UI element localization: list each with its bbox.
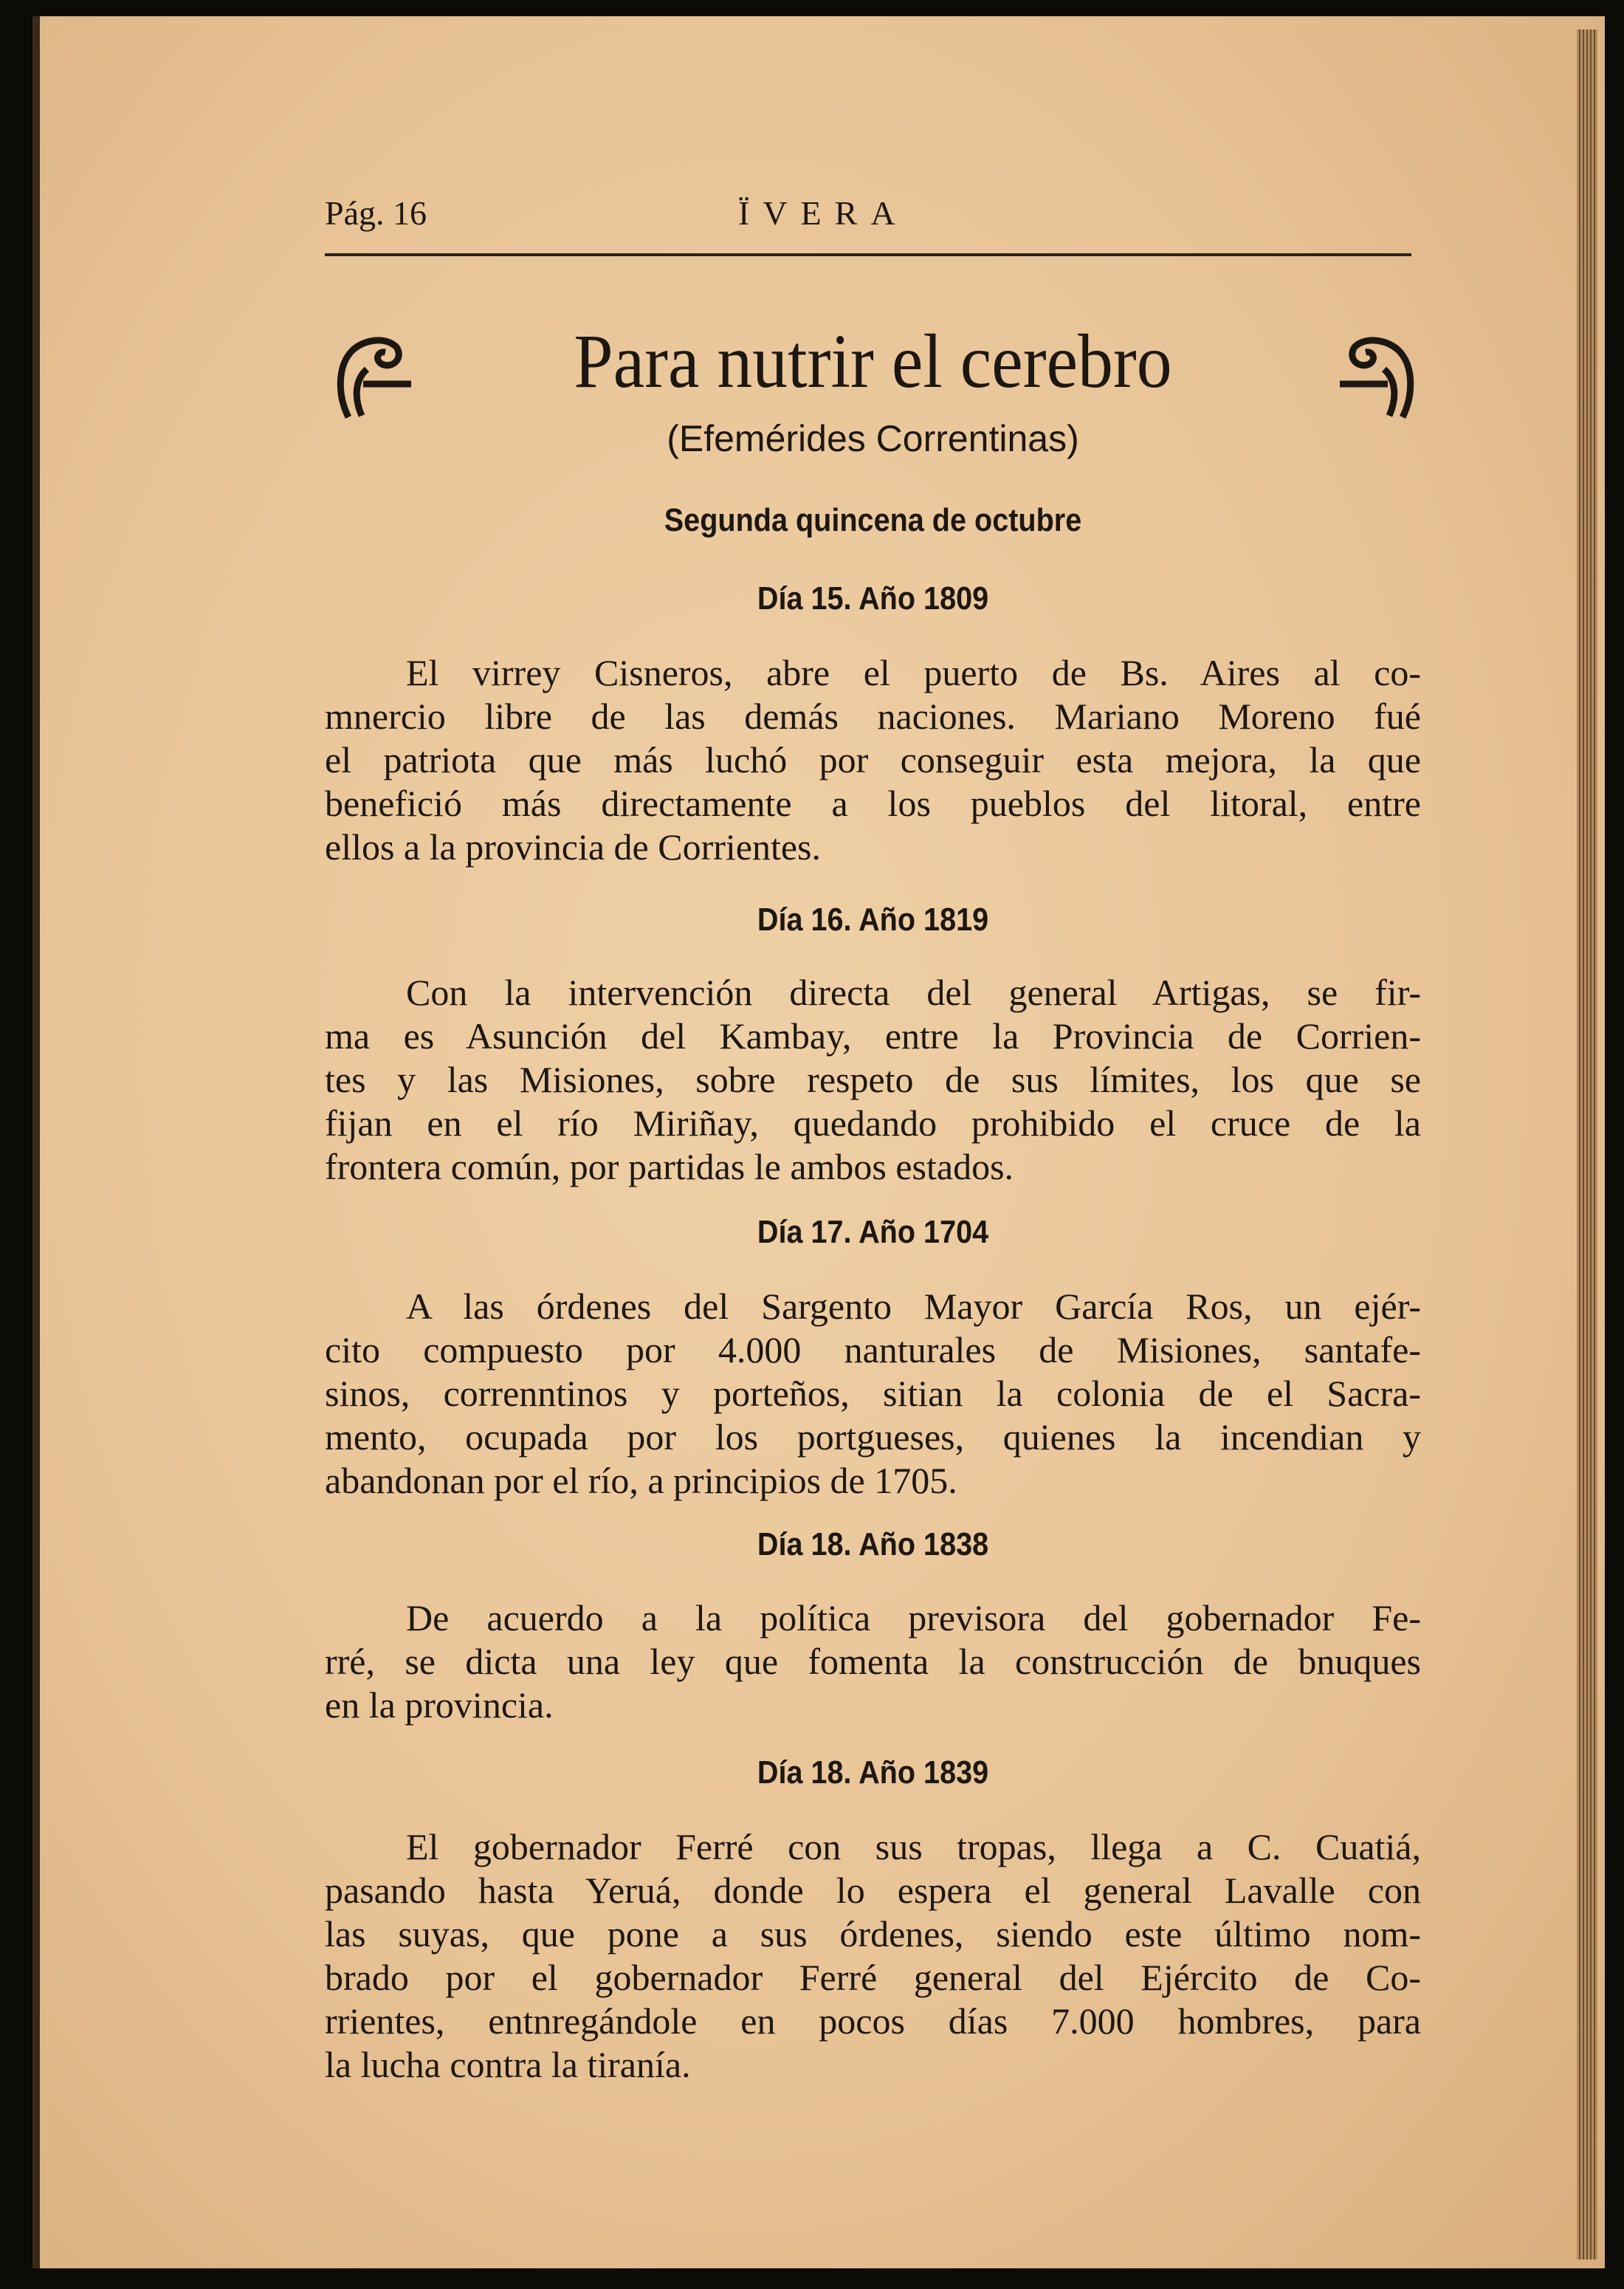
text-line: benefició más directamente a los pueblos del litoral, entre xyxy=(325,783,1421,824)
article-subtitle: (Efemérides Correntinas) xyxy=(667,418,1079,459)
article-title: Para nutrir el cerebro xyxy=(574,319,1172,404)
text-line: las suyas, que pone a sus órdenes, siendo este último nom- xyxy=(325,1913,1421,1955)
header-rule xyxy=(325,253,1411,256)
text-line: tes y las Misiones, sobre respeto de sus límites, los que se xyxy=(325,1059,1421,1100)
journal-name: ÏVERA xyxy=(738,194,909,232)
entry-heading: Día 18. Año 1839 xyxy=(757,1754,989,1791)
text-line: ellos a la provincia de Corrientes. xyxy=(325,826,821,868)
text-line: ma es Asunción del Kambay, entre la Provincia de Corrien- xyxy=(325,1015,1421,1057)
entry-paragraph xyxy=(325,651,1421,869)
text-line: El virrey Cisneros, abre el puerto de Bs. Aires al co- xyxy=(406,652,1421,693)
entry-paragraph xyxy=(325,1596,1421,1727)
page-stack-edge xyxy=(1577,30,1597,2259)
entry-paragraph xyxy=(325,1285,1421,1503)
entry-paragraph xyxy=(325,971,1421,1189)
text-line: brado por el gobernador Ferré general del Ejército de Co- xyxy=(325,1957,1421,1998)
entry-heading: Día 15. Año 1809 xyxy=(757,580,989,617)
text-line: A las órdenes del Sargento Mayor García Ros, un ejér- xyxy=(406,1286,1421,1327)
entry-heading: Día 18. Año 1838 xyxy=(757,1526,989,1562)
text-line: mnercio libre de las demás naciones. Mariano Moreno fué xyxy=(325,696,1421,737)
text-line: abandonan por el río, a principios de 1705. xyxy=(325,1460,957,1501)
entry-heading: Día 17. Año 1704 xyxy=(757,1214,989,1250)
text-line: el patriota que más luchó por conseguir esta mejora, la que xyxy=(325,739,1421,780)
text-line: la lucha contra la tiranía. xyxy=(325,2044,691,2085)
text-line: en la provincia. xyxy=(325,1684,554,1726)
section-heading: Segunda quincena de octubre xyxy=(664,502,1082,538)
text-line: sinos, correnntinos y porteños, sitian la colonia de el Sacra- xyxy=(325,1373,1421,1414)
text-line: mento, ocupada por los portgueses, quienes la incendian y xyxy=(325,1416,1421,1458)
entry-heading: Día 16. Año 1819 xyxy=(757,902,989,938)
text-line: frontera común, por partidas le ambos estados. xyxy=(325,1146,1014,1187)
text-line: fijan en el río Miriñay, quedando prohibido el cruce de la xyxy=(325,1102,1421,1144)
text-line: rré, se dicta una ley que fomenta la construcción de bnuques xyxy=(325,1641,1421,1682)
page-number: Pág. 16 xyxy=(325,194,427,232)
text-line: De acuerdo a la política previsora del gobernador Fe- xyxy=(406,1597,1421,1638)
entry-paragraph xyxy=(325,1825,1421,2087)
text-line: rrientes, entnregándole en pocos días 7.000 hombres, para xyxy=(325,2000,1421,2042)
text-line: cito compuesto por 4.000 nanturales de Misiones, santafe- xyxy=(325,1329,1421,1370)
text-line: Con la intervención directa del general Artigas, se fir- xyxy=(406,972,1421,1013)
text-line: pasando hasta Yeruá, donde lo espera el general Lavalle con xyxy=(325,1870,1421,1911)
text-line: El gobernador Ferré con sus tropas, llega a C. Cuatiá, xyxy=(406,1826,1421,1867)
